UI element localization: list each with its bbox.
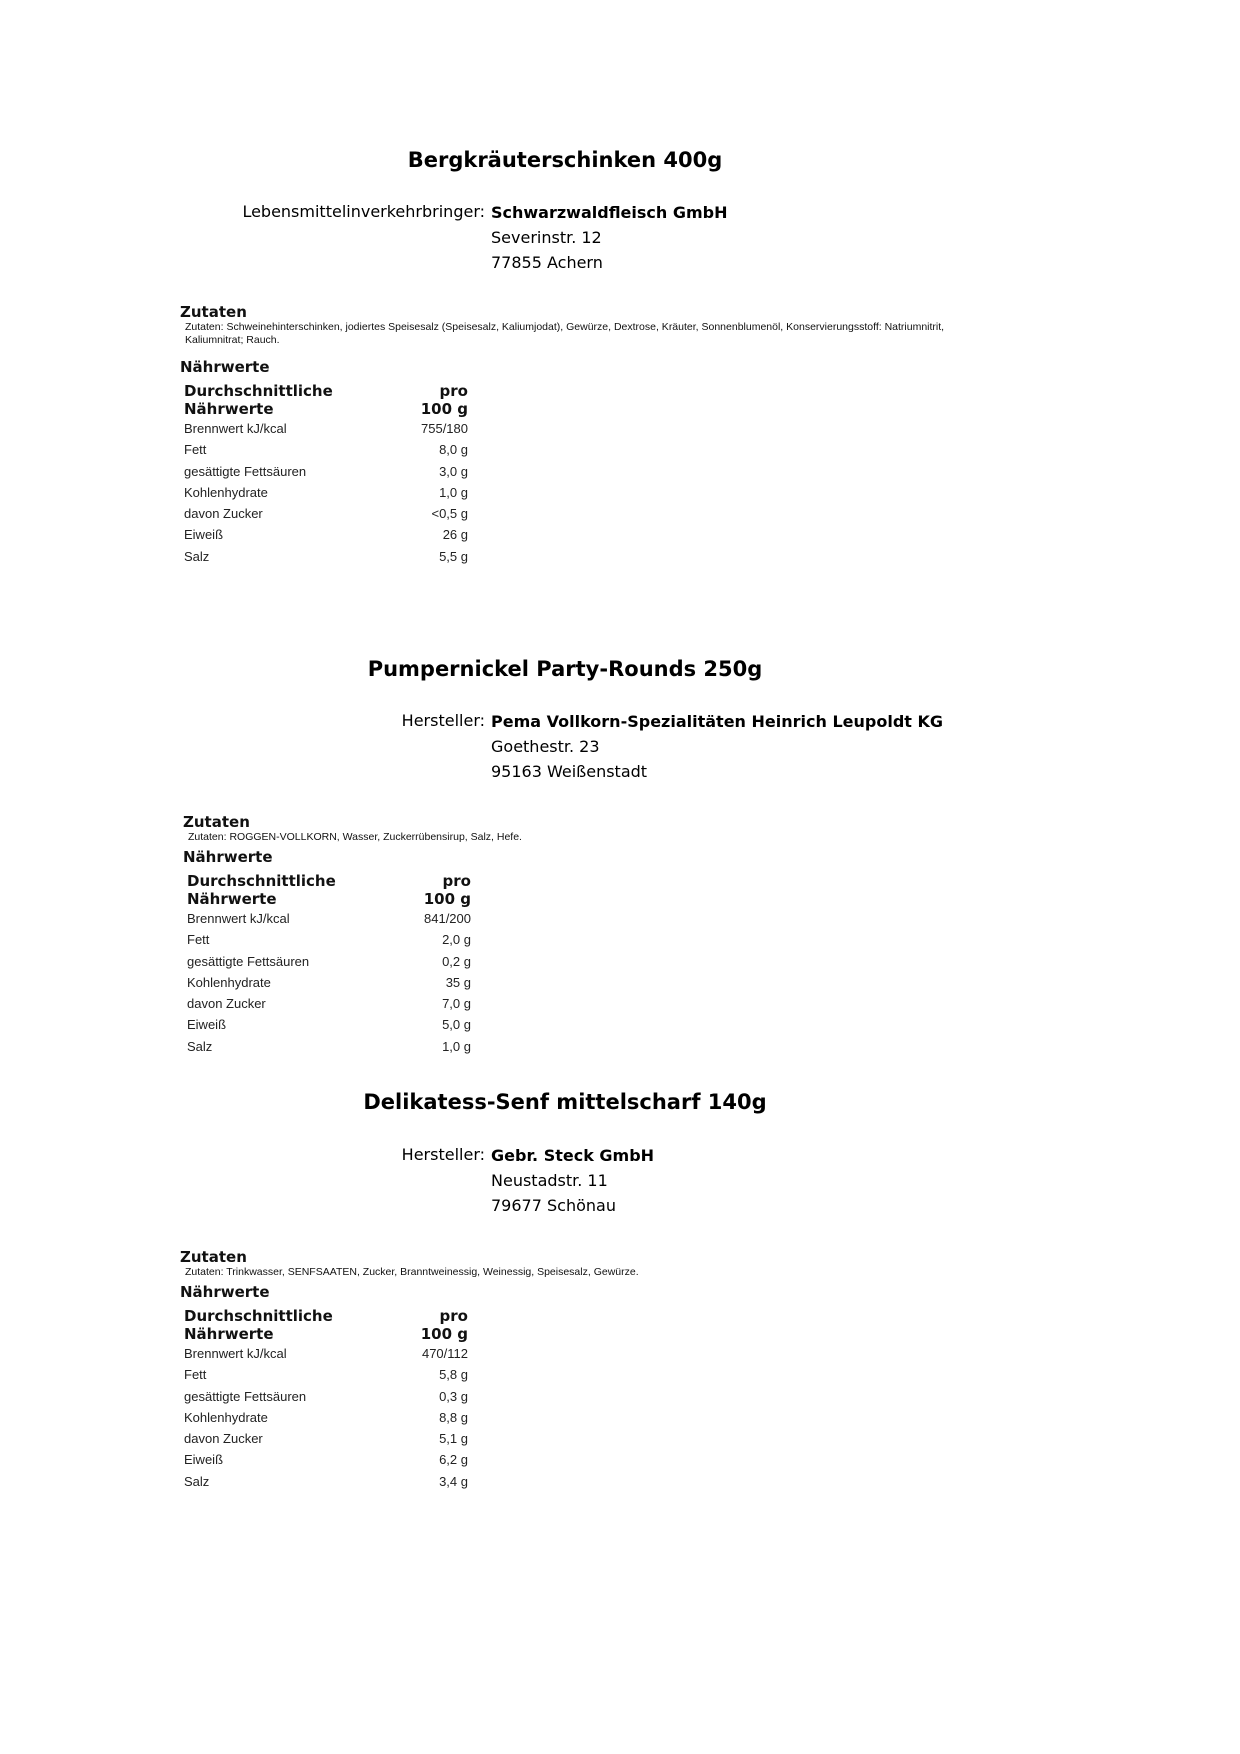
nutrient-value: 5,8 g: [439, 1367, 468, 1383]
nutrient-name: Eiweiß: [187, 1017, 227, 1033]
ingredients-heading: Zutaten: [180, 303, 247, 321]
table-header-row: [187, 872, 471, 890]
header-col1-line2: Nährwerte: [184, 400, 274, 418]
table-row: [184, 482, 468, 503]
table-row: [184, 439, 468, 460]
nutrient-name: gesättigte Fettsäuren: [187, 953, 310, 969]
table-header-row: [184, 1325, 468, 1343]
nutrient-name: Salz: [187, 1038, 213, 1054]
nutrition-label: [183, 813, 683, 1057]
ingredients-text: Zutaten: Schweinehinterschinken, jodiertes Speisesalz (Speisesalz, Kaliumjodat), Gewürze, Dextrose, Kräuter, Sonnenblumenöl, Konservierungsstoff: Natriumnitrit, Kaliumnitrat; Rauch.: [185, 321, 945, 346]
table-row: [187, 993, 471, 1014]
ingredients-heading: Zutaten: [180, 1248, 247, 1266]
nutrient-value: 5,0 g: [442, 1017, 471, 1033]
nutrient-name: Fett: [187, 932, 210, 948]
nutrient-name: davon Zucker: [184, 506, 263, 522]
product-title: Bergkräuterschinken 400g: [407, 148, 723, 172]
nutrition-label: [180, 303, 1000, 567]
header-col2-line2: 100 g: [420, 400, 468, 418]
table-header-row: [184, 382, 468, 400]
header-col2-line1: pro: [442, 872, 471, 890]
nutrient-value: 6,2 g: [439, 1452, 468, 1468]
nutrient-name: Kohlenhydrate: [184, 484, 268, 500]
manufacturer-role-label: Hersteller:: [401, 711, 485, 730]
nutrient-value: 35 g: [445, 974, 471, 990]
nutrient-value: 26 g: [442, 527, 468, 543]
nutrition-table: [187, 872, 471, 1057]
table-row: [184, 546, 468, 567]
nutrient-name: Kohlenhydrate: [184, 1409, 268, 1425]
nutrient-value: 8,0 g: [439, 442, 468, 458]
nutrient-value: 3,0 g: [439, 463, 468, 479]
nutrient-name: gesättigte Fettsäuren: [184, 1388, 307, 1404]
table-row: [187, 908, 471, 929]
manufacturer-address: [491, 1143, 654, 1218]
manufacturer-street: Goethestr. 23: [491, 737, 600, 756]
header-col1-line2: Nährwerte: [184, 1325, 274, 1343]
manufacturer-name: Gebr. Steck GmbH: [491, 1146, 655, 1165]
nutrient-name: Eiweiß: [184, 1452, 224, 1468]
table-row: [184, 1364, 468, 1385]
nutrient-value: 8,8 g: [439, 1409, 468, 1425]
nutrient-name: davon Zucker: [184, 1431, 263, 1447]
ingredients-heading: Zutaten: [183, 813, 250, 831]
manufacturer-street: Neustadstr. 11: [491, 1171, 608, 1190]
nutrition-table: [184, 1307, 468, 1492]
nutrient-value: 5,5 g: [439, 548, 468, 564]
nutrient-value: 3,4 g: [439, 1473, 468, 1489]
table-row: [184, 461, 468, 482]
nutrient-value: 2,0 g: [442, 932, 471, 948]
manufacturer-address: [491, 709, 943, 784]
nutrition-heading: Nährwerte: [183, 848, 273, 866]
header-col1-line1: Durchschnittliche: [187, 872, 336, 890]
manufacturer-city: 77855 Achern: [491, 253, 603, 272]
table-row: [184, 1386, 468, 1407]
table-header-row: [187, 890, 471, 908]
table-header-row: [184, 1307, 468, 1325]
table-row: [184, 1449, 468, 1470]
nutrient-name: gesättigte Fettsäuren: [184, 463, 307, 479]
manufacturer-street: Severinstr. 12: [491, 228, 602, 247]
header-col2-line2: 100 g: [423, 890, 471, 908]
nutrient-name: Fett: [184, 1367, 207, 1383]
nutrient-value: 1,0 g: [442, 1038, 471, 1054]
table-row: [187, 929, 471, 950]
nutrient-name: Eiweiß: [184, 527, 224, 543]
header-col2-line2: 100 g: [420, 1325, 468, 1343]
nutrient-value: 0,3 g: [439, 1388, 468, 1404]
product-title: Pumpernickel Party-Rounds 250g: [367, 657, 763, 681]
nutrient-name: Salz: [184, 1473, 210, 1489]
nutrient-value: 1,0 g: [439, 484, 468, 500]
nutrient-value: 755/180: [421, 421, 468, 436]
manufacturer-name: Schwarzwaldfleisch GmbH: [491, 203, 728, 222]
manufacturer-address: [491, 200, 728, 275]
product-title: Delikatess-Senf mittelscharf 140g: [363, 1090, 767, 1114]
nutrient-name: Brennwert kJ/kcal: [184, 1346, 287, 1361]
header-col2-line1: pro: [439, 382, 468, 400]
table-row: [184, 1343, 468, 1364]
nutrient-value: 5,1 g: [439, 1431, 468, 1447]
header-col1-line2: Nährwerte: [187, 890, 277, 908]
nutrient-name: Brennwert kJ/kcal: [187, 911, 290, 926]
table-header-row: [184, 400, 468, 418]
table-row: [184, 1471, 468, 1492]
nutrient-value: <0,5 g: [431, 506, 468, 522]
nutrient-value: 0,2 g: [442, 953, 471, 969]
nutrient-name: Brennwert kJ/kcal: [184, 421, 287, 436]
nutrition-table: [184, 382, 468, 567]
table-row: [187, 1014, 471, 1035]
manufacturer-role-label: Hersteller:: [401, 1145, 485, 1164]
table-row: [184, 1407, 468, 1428]
ingredients-text: Zutaten: ROGGEN-VOLLKORN, Wasser, Zuckerrübensirup, Salz, Hefe.: [188, 831, 522, 843]
nutrient-name: Kohlenhydrate: [187, 974, 271, 990]
table-row: [187, 972, 471, 993]
nutrient-name: davon Zucker: [187, 996, 266, 1012]
table-row: [187, 951, 471, 972]
nutrient-name: Salz: [184, 548, 210, 564]
table-row: [187, 1036, 471, 1057]
table-row: [184, 524, 468, 545]
table-row: [184, 1428, 468, 1449]
header-col2-line1: pro: [439, 1307, 468, 1325]
manufacturer-name: Pema Vollkorn-Spezialitäten Heinrich Leupoldt KG: [491, 712, 944, 731]
header-col1-line1: Durchschnittliche: [184, 1307, 333, 1325]
nutrition-heading: Nährwerte: [180, 358, 270, 376]
manufacturer-role-label: Lebensmittelinverkehrbringer:: [242, 202, 485, 221]
nutrient-value: 841/200: [424, 911, 471, 926]
header-col1-line1: Durchschnittliche: [184, 382, 333, 400]
manufacturer-city: 95163 Weißenstadt: [491, 762, 648, 781]
manufacturer-city: 79677 Schönau: [491, 1196, 616, 1215]
nutrient-value: 7,0 g: [442, 996, 471, 1012]
nutrient-value: 470/112: [421, 1346, 468, 1361]
nutrition-label: [180, 1248, 780, 1492]
table-row: [184, 503, 468, 524]
table-row: [184, 418, 468, 439]
ingredients-text: Zutaten: Trinkwasser, SENFSAATEN, Zucker, Branntweinessig, Weinessig, Speisesalz, Gewürze.: [185, 1266, 639, 1278]
nutrition-heading: Nährwerte: [180, 1283, 270, 1301]
nutrient-name: Fett: [184, 442, 207, 458]
